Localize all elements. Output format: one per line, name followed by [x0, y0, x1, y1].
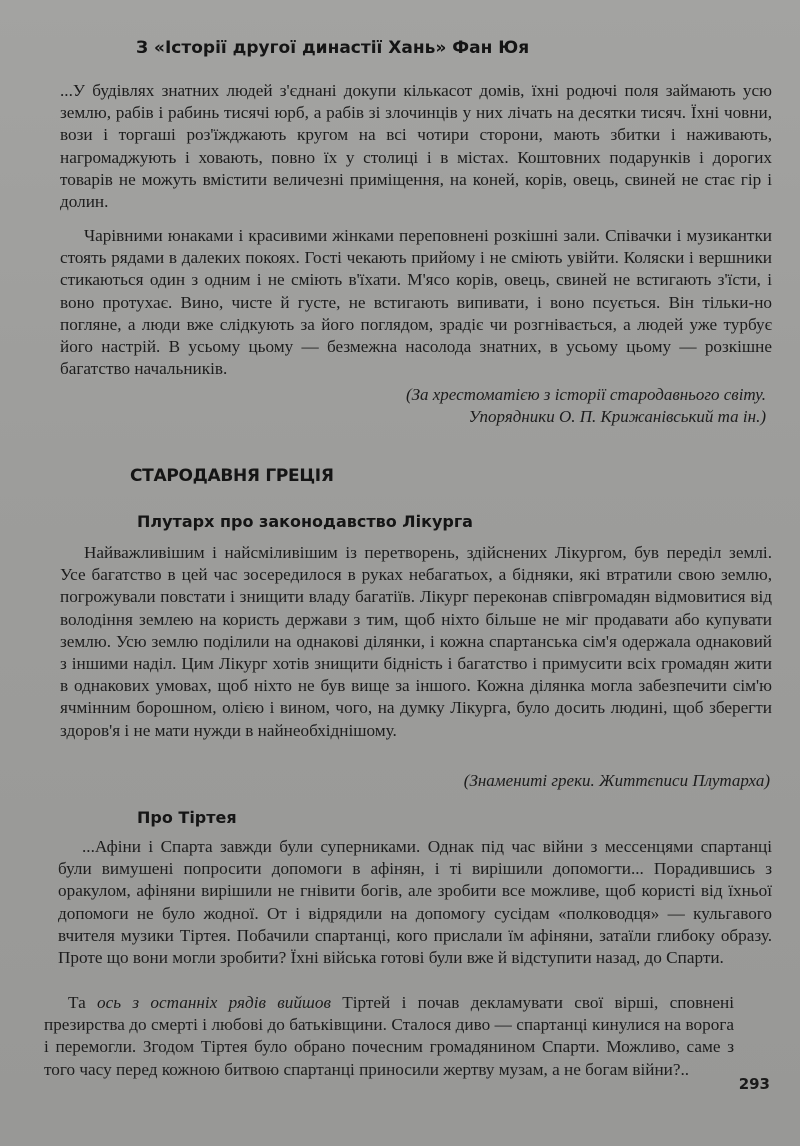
greece-section-heading: СТАРОДАВНЯ ГРЕЦІЯ: [130, 466, 334, 486]
han-paragraph-2: [60, 225, 772, 380]
tyrtaeus-paragraph-1-text: ...Афіни і Спарта завжди були суперниками. Однак під час війни з мессенцями спартанці були вимушені попросити допомоги в афінян, і ті вирішили допомогти... Порадившись з оракулом, афіняни вирішили не гнівити богів, але зробити все можливе, щоб користі від їхньої допомоги не було жодної. От і відрядили на допомогу сусідам «полководця» — кульгавого вчителя музики Тіртея. Побачили спартанці, кого прислали їм афіняни, затаїли глибоку образу. Проте що вони могли зробити? Їхні війська готові були вже й відступити назад, до Спарти.: [58, 837, 772, 968]
han-section-heading: З «Історії другої династії Хань» Фан Юя: [136, 38, 530, 58]
han-paragraph-1: [60, 80, 772, 213]
han-citation: [166, 384, 766, 428]
tyrtaeus-heading: Про Тіртея: [137, 808, 237, 827]
tyrtaeus-paragraph-2-rest: Тіртей і почав декламувати свої вірші, сповнені презирства до смерті і любові до батьківщини. Сталося диво — спартанці кинулися на ворога і перемогли. Згодом Тіртея було обрано почесним громадянином Спарти. Можливо, саме з того часу перед кожною битвою спартанці приносили жертву музам, а не богам війни?..: [44, 993, 734, 1079]
han-paragraph-1-text: ...У будівлях знатних людей з'єднані докупи кількасот домів, їхні родючі поля займають усю землю, рабів і рабинь тисячі юрб, а рабів зі злочинців у них лічать на десятки тисяч. Їхні човни, вози і торгаші роз'їжджають кругом на всі чотири сторони, мають збитки і наживають, нагромаджують і ховають, повно їх у столиці і в містах. Коштовних подарунків і дорогих товарів не можуть вмістити величезні приміщення, на коней, корів, овець, свиней не стає гір і долин.: [60, 81, 772, 212]
tyrtaeus-paragraph-2-italic: ось з останніх рядів вийшов: [97, 993, 331, 1012]
lycurgus-paragraph: [60, 542, 772, 742]
lycurgus-paragraph-text: Найважливішим і найсміливішим із перетворень, здійснених Лікургом, був переділ землі. Усе багатство в цей час зосередилося в руках небагатьох, а бідняки, які втратили свою землю, погрожували повстати і знищити владу багатіїв. Лікург переконав співгромадян відмовитися від володіння землею на користь держави з тим, щоб ніхто більше не міг продавати або купувати землю. Усю землю поділили на однакові ділянки, і кожна спартанська сім'я одержала однаковий з іншими наділ. Цим Лікург хотів знищити бідність і багатство і примусити всіх громадян жити в однакових умовах, щоб ніхто не був вище за іншого. Кожна ділянка могла забезпечити сім'ю ячмінним борошном, олією і вином, чого, на думку Лікурга, було досить людині, щоб зберегти здоров'я і не мати нужди в найнеобхіднішому.: [60, 543, 772, 740]
page-number: 293: [738, 1075, 770, 1093]
lycurgus-citation: (Знамениті греки. Життєписи Плутарха): [463, 771, 770, 790]
han-citation-line-2: Упорядники О. П. Крижанівський та ін.): [468, 407, 766, 426]
tyrtaeus-paragraph-1: [58, 836, 772, 969]
tyrtaeus-paragraph-2: [44, 992, 734, 1081]
lycurgus-heading: Плутарх про законодавство Лікурга: [137, 512, 473, 531]
han-citation-line-1: (За хрестоматією з історії стародавнього світу.: [405, 385, 766, 404]
tyrtaeus-paragraph-2-lead: Та: [68, 993, 98, 1012]
han-paragraph-2-text: Чарівними юнаками і красивими жінками переповнені розкішні зали. Співачки і музикантки стоять рядами в далеких покоях. Гості чекають прийому і не сміють увійти. Коляски і вершники стикаються один з одним і не сміють в'їхати. М'ясо корів, овець, свиней не встигають з'їсти, і воно протухає. Вино, чисте й густе, не встигають випивати, і воно псується. Він тільки-но погляне, а люди вже слідкують за його поглядом, зрадіє чи розгнівається, а людей уже турбує його настрій. В усьому цьому — безмежна насолода знатних, в усьому цьому — розкішне багатство начальників.: [60, 226, 772, 379]
